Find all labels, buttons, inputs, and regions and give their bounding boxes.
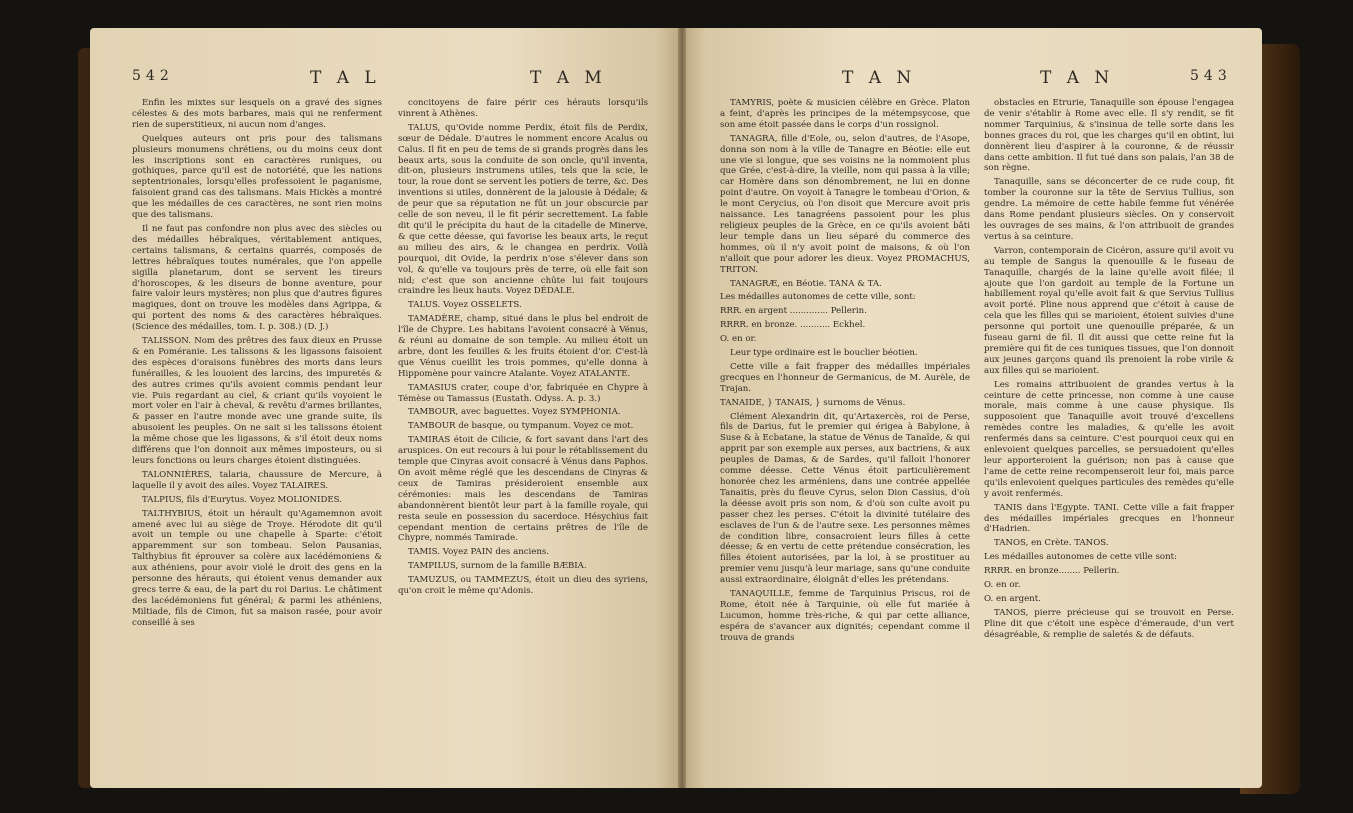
running-head-left-1: T A L <box>310 68 381 88</box>
paragraph: TANAQUILLE, femme de Tarquinius Priscus, roi de Rome, étoit née à Tarquinie, où elle fut mariée à Lucumon, homme très-riche, & qui par cette alliance, espéra de s'avancer aux dignités; cependant comme il trouva de grands <box>720 589 970 643</box>
paragraph: Quelques auteurs ont pris pour des talismans plusieurs monumens chrétiens, ou du moins ceux dont les inscriptions sont en caractères runiques, ou gothiques, parce qu'il est de notoriété, que les nations septentrionales, lorsqu'elles professoient le paganisme, faisoient grand cas des talismans. Mais Hickès a montré que les médailles de ces caractères, ne sont rien moins que des talismans. <box>132 133 382 221</box>
right-page <box>682 28 1262 788</box>
paragraph: Enfin les mixtes sur lesquels on a gravé des signes célestes & des mots barbares, mais qui ne renferment rien de superstitieux, ni aucun nom d'anges. <box>132 98 382 130</box>
medal-list-item: RRR. en argent .............. Pellerin. <box>720 306 867 317</box>
medal-list-item: O. en or. <box>720 334 757 345</box>
paragraph: TALUS, qu'Ovide nomme Perdix, étoit fils de Perdix, sœur de Dédale. D'autres le nomment encore Acalus ou Calus. Il fit en peu de tems de si grands progrès dans les beaux arts, sous la conduite de son oncle, qu'il inventa, dit-on, plusieurs instrumens utiles, tels que la scie, le tour, la roue dont se servent les potiers de terre, &c. Des inventions si utiles, donnèrent de la jalousie à Dédale; & de peur que sa réputation ne fût un jour obscurcie par celle de son neveu, il le fit périr secrettement. La fable dit qu'il le précipita du haut de la citadelle de Minerve, & que cette déesse, qui favorise les beaux arts, le reçut au milieu des airs, & le changea en perdrix. Voilà pourquoi, dit Ovide, la perdrix n'ose s'élever dans son vol, & qu'elle va toujours près de terre, où elle fait son nid; c'est que son ancienne chûte lui fait toujours craindre les lieux hauts. Voyez DÉDALE. <box>398 122 648 297</box>
medal-list-item: RRRR. en bronze. ........... Eckhel. <box>720 320 866 331</box>
page-number-right: 543 <box>1190 68 1232 84</box>
paragraph: Leur type ordinaire est le bouclier béotien. <box>730 348 918 359</box>
book-gutter <box>678 28 686 788</box>
paragraph: TAMUZUS, ou TAMMEZUS, étoit un dieu des syriens, qu'on croit le même qu'Adonis. <box>398 575 648 597</box>
paragraph: Clément Alexandrin dit, qu'Artaxercès, roi de Perse, fils de Darius, fut le premier qui érigea à Babylone, à Suse & à Ecbatane, la statue de Vénus de Tanaïde, & qui apprit par son exemple aux perses, aux bactriens, & aux peuples de Damas, & de Sardes, qu'il falloit l'honorer comme déesse. Cette Vénus étoit particulièrement honorée chez les arméniens, dans une contrée appellée Tanaitis, près du fleuve Cyrus, selon Dion Cassius, d'où la déesse avoit pris son nom, & d'où son culte avoit pu passer chez les perses. C'étoit la divinité tutélaire des esclaves de l'un & de l'autre sexe. Les personnes mêmes de condition libre, consacroient leurs filles à cette déesse; & en vertu de cette prétendue consécration, les filles étoient autorisées, par la loi, à se prostituer au premier venu jusqu'à leur mariage, sans qu'une conduite aussi extraordinaire, éloignât d'elles les prétendans. <box>720 411 970 586</box>
page-number-left: 542 <box>132 68 174 84</box>
paragraph: TAMASIUS crater, coupe d'or, fabriquée en Chypre à Témèse ou Tamassus (Eustath. Odyss. A. p. 3.) <box>398 382 648 404</box>
left-page-column-2 <box>398 98 648 600</box>
paragraph: TANAIDE, } TANAIS, } surnoms de Vénus. <box>720 397 906 408</box>
paragraph: TALONNIÈRES, talaria, chaussure de Mercure, à laquelle il y avoit des ailes. Voyez TALAIRES. <box>132 469 382 491</box>
running-head-left-2: T A M <box>530 68 607 88</box>
paragraph: Les romains attribuoient de grandes vertus à la ceinture de cette princesse, non comme à une cause morale, mais comme à une cause physique. Ils supposoient que Tanaquille avoit trouvé d'excellens remèdes contre les maladies, & qu'elle les avoit renfermés dans sa ceinture. C'est pourquoi ceux qui en enlevoient quelques parcelles, se persuadoient qu'elles leur apporteroient la guérison; non pas à cause que l'ame de cette reine recompenseroit leur foi, mais parce qu'ils enlevoient quelques particules des remèdes qu'elle y avoit renfermés. <box>984 379 1234 499</box>
paragraph: TAMPILUS, surnom de la famille BÆBIA. <box>408 561 587 572</box>
paragraph: TAMBOUR, avec baguettes. Voyez SYMPHONIA. <box>408 407 621 418</box>
paragraph: Varron, contemporain de Cicéron, assure qu'il avoit vu au temple de Sangus la quenouille & le fuseau de Tanaquille, chargés de la laine qu'elle avoit filée; il ajoute que l'on gardoit au temple de la Fortune un habillement royal qu'elle avoit fait & que Servius Tullius avoit porté. Pline nous apprend que c'étoit à cause de cela que les filles qui se marioient, étoient suivies d'une personne qui portoit une quenouille préparée, & un fuseau garni de fil. Il dit aussi que cette reine fut la première qui fit de ces tuniques tissues, que l'on donnoit aux jeunes garçons quand ils prenoient la robe virile & aux filles qui se marioient. <box>984 245 1234 376</box>
paragraph: TAMIRAS étoit de Cilicie, & fort savant dans l'art des aruspices. On eut recours à lui pour le rétablissement du temple que Cinyras avoit consacré à Vénus dans Paphos. On avoit même réglé que les descendans de Cinyras & ceux de Tamiras présideroient ensemble aux cérémonies: mais les descendans de Tamiras abandonnèrent bientôt leur part à la famille royale, qui resta seule en possession du sacerdoce. Hésychius fait cependant mention de certains prêtres de l'île de Chypre, nommés Tamirade. <box>398 435 648 544</box>
medal-list-item: O. en or. <box>984 580 1021 591</box>
paragraph: TANAGRÆ, en Béotie. TANA & TA. <box>730 278 882 289</box>
right-page-header <box>682 68 1262 92</box>
running-head-right-1: T A N <box>842 68 917 88</box>
paragraph: TAMADÈRE, champ, situé dans le plus bel endroit de l'île de Chypre. Les habitans l'avoient consacré à Vénus, & réuni au domaine de son temple. Au milieu étoit un arbre, dont les feuilles & les fruits étoient d'or. C'est-là que Vénus cueillit les trois pommes, qu'elle donna à Hippomène pour vaincre Atalante. Voyez ATALANTE. <box>398 314 648 379</box>
paragraph: TANAGRA, fille d'Eole, ou, selon d'autres, de l'Asope, donna son nom à la ville de Tanagre en Béotie: elle eut une vie si longue, que ses voisins ne la nommoient plus que Grée, c'est-à-dire, la vieille, nom qui passa à la ville; car Homère dans son dénombrement, ne lui en donne point d'autre. On voyoit à Tanagre le tombeau d'Orion, & le mont Cerycius, où l'on disoit que Mercure avoit pris naissance. Les tanagréens passoient pour les plus religieux peuples de la Grèce, en ce qu'ils avoient bâti leur temple dans un lieu séparé du commerce des hommes, où il n'y avoit point de maisons, & où l'on n'alloit que pour adorer les dieux. Voyez PROMACHUS, TRITON. <box>720 133 970 275</box>
paragraph: Les médailles autonomes de cette ville sont: <box>984 552 1177 563</box>
paragraph: Cette ville a fait frapper des médailles impériales grecques en l'honneur de Germanicus, de M. Aurèle, de Trajan. <box>720 361 970 394</box>
paragraph: Tanaquille, sans se déconcerter de ce rude coup, fit tomber la couronne sur la tête de Servius Tullius, son gendre. La mémoire de cette habile femme fut vénérée dans Rome pendant plusieurs siècles. On y conservoit les ouvrages de ses mains, & l'on attribuoit de grandes vertus à sa ceinture. <box>984 177 1234 242</box>
paragraph: TANIS dans l'Egypte. TANI. Cette ville a fait frapper des médailles impériales grecques en l'honneur d'Hadrien. <box>984 502 1234 535</box>
paragraph: TALTHYBIUS, étoit un hérault qu'Agamemnon avoit amené avec lui au siège de Troye. Hérodote dit qu'il avoit un temple ou une chapelle à Sparte: c'étoit apparemment sur son tombeau. Selon Pausanias, Talthybius fit éprouver sa colère aux lacédémoniens & aux athéniens, pour avoir violé le droit des gens en la personne des hérauts, qui étoient venus demander aux grecs terre & eau, de la part du roi Darius. Le châtiment des lacédémoniens fut général; & parmi les athéniens, Miltiade, fils de Cimon, fut sa maison rasée, pour avoir conseillé à ses <box>132 508 382 628</box>
left-page <box>90 28 682 788</box>
paragraph: TAMYRIS, poète & musicien célèbre en Grèce. Platon a feint, d'après les principes de la métempsycose, que son ame étoit passée dans le corps d'un rossignol. <box>720 98 970 130</box>
paragraph: TAMIS. Voyez PAIN des anciens. <box>408 547 550 558</box>
right-page-column-1 <box>720 98 970 647</box>
paragraph: TALISSON. Nom des prêtres des faux dieux en Prusse & en Poméranie. Les talissons & les ligassons faisoient des espèces d'oraisons funèbres des morts dans leurs funérailles, & les louoient des larcins, des impuretés & des autres crimes qu'ils avoient commis pendant leur vie. Puis regardant au ciel, & criant qu'ils voyoient le mort voler en l'air à cheval, & revêtu d'armes brillantes, & passer en l'autre monde avec une grande suite, ils abusoient les peuples. On ne sait si les talissons étoient la même chose que les ligassons, & s'il étoit deux noms différens que l'on donnoit aux mêmes imposteurs, ou si leurs fonctions ou leurs charges étoient distinguées. <box>132 336 382 466</box>
paragraph: TALPIUS, fils d'Eurytus. Voyez MOLIONIDES. <box>142 494 342 505</box>
medal-list-item: O. en argent. <box>984 593 1041 604</box>
paragraph: Les médailles autonomes de cette ville, sont: <box>720 292 916 303</box>
paragraph: TALUS. Voyez OSSELETS. <box>408 300 522 311</box>
paragraph: obstacles en Etrurie, Tanaquille son épouse l'engagea de venir s'établir à Rome avec elle. Il s'y rendit, se fit nommer Tarquinius, & s'insinua de telle sorte dans les bonnes graces du roi, que les charges qu'il en obtint, lui donnèrent lieu d'aspirer à la couronne, & de réussir dans cette ambition. Il fut tué dans son palais, l'an 38 de son règne. <box>984 98 1234 174</box>
right-page-column-2 <box>984 98 1234 644</box>
open-book <box>90 28 1270 798</box>
paragraph: Il ne faut pas confondre non plus avec des siècles ou des médailles hébraïques, véritablement antiques, certains talismans, & certains quarrés, composés de lettres hébraïques toutes numérales, que l'on appelle sigilla planetarum, dont se servent les tireurs d'horoscopes, & les diseurs de bonne aventure, pour faire valoir leurs mystères; non plus que d'autres figures magiques, dont on trouve les modèles dans Agrippa, & qui portent des noms & des caractères hébraïques. (Science des médailles, tom. I. p. 308.) (D. J.) <box>132 223 382 333</box>
paragraph: TANOS, pierre précieuse qui se trouvoit en Perse. Pline dit que c'étoit une espèce d'émeraude, d'un vert désagréable, & remplie de saletés & de défauts. <box>984 607 1234 640</box>
paragraph: TANOS, en Crète. TANOS. <box>994 538 1109 549</box>
left-page-column-1 <box>132 98 382 632</box>
left-page-header <box>90 68 682 92</box>
medal-list-item: RRRR. en bronze........ Pellerin. <box>984 566 1120 577</box>
running-head-right-2: T A N <box>1040 68 1115 88</box>
paragraph: TAMBOUR de basque, ou tympanum. Voyez ce mot. <box>408 421 634 432</box>
paragraph: concitoyens de faire périr ces hérauts lorsqu'ils vinrent à Athènes. <box>398 98 648 119</box>
